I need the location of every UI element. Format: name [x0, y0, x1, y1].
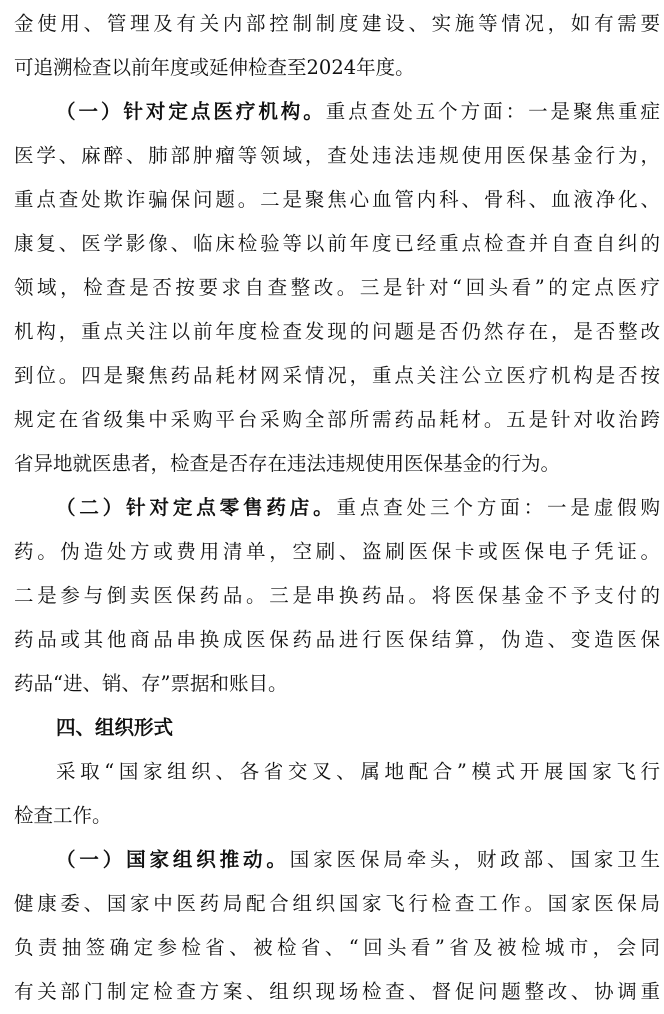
paragraph-line: 重点查处欺诈骗保问题。二是聚焦心血管内科、骨科、血液净化、 [14, 188, 660, 211]
paragraph-line: 可追溯检查以前年度或延伸检查至2024年度。 [14, 56, 415, 79]
section-lead-medical-institutions: （一）针对定点医疗机构。 [56, 100, 326, 123]
paragraph-line: 康复、医学影像、临床检验等以前年度已经重点检查并自查自纠的 [14, 232, 660, 255]
paragraph-line: 规定在省级集中采购平台采购全部所需药品耗材。五是针对收治跨 [14, 408, 660, 431]
section-lead-retail-pharmacies: （二）针对定点零售药店。 [56, 496, 337, 519]
paragraph-line [56, 90, 660, 134]
paragraph-line: 省异地就医患者，检查是否存在违法违规使用医保基金的行为。 [14, 452, 561, 475]
paragraph-line: 药。伪造处方或费用清单，空刷、盗刷医保卡或医保电子凭证。 [14, 540, 660, 563]
paragraph-line: 金使用、管理及有关内部控制制度建设、实施等情况，如有需要 [14, 12, 660, 35]
paragraph-line: 领域，检查是否按要求自查整改。三是针对“回头看”的定点医疗 [14, 276, 660, 299]
paragraph-line: 药品或其他商品串换成医保药品进行医保结算，伪造、变造医保 [14, 628, 660, 651]
paragraph-text: 重点查处五个方面：一是聚焦重症 [325, 100, 660, 123]
paragraph-line: 医学、麻醉、肺部肿瘤等领域，查处违法违规使用医保基金行为， [14, 144, 660, 167]
paragraph-line: 药品“进、销、存”票据和账目。 [14, 672, 288, 695]
paragraph-line: 机构，重点关注以前年度检查发现的问题是否仍然存在，是否整改 [14, 320, 660, 343]
paragraph-line: 负责抽签确定参检省、被检省、“回头看”省及被检城市，会同 [14, 936, 660, 959]
paragraph-line [56, 486, 660, 530]
paragraph-line: 采取“国家组织、各省交叉、属地配合”模式开展国家飞行 [56, 760, 660, 783]
section-lead-national-organization: （一）国家组织推动。 [56, 848, 290, 871]
section-heading: 四、组织形式 [56, 716, 174, 739]
paragraph-line [56, 838, 660, 882]
paragraph-line: 检查工作。 [14, 804, 112, 827]
paragraph-line: 二是参与倒卖医保药品。三是串换药品。将医保基金不予支付的 [14, 584, 660, 607]
paragraph-line: 到位。四是聚焦药品耗材网采情况，重点关注公立医疗机构是否按 [14, 364, 660, 387]
paragraph-text: 国家医保局牵头，财政部、国家卫生 [289, 848, 660, 871]
paragraph-line: 健康委、国家中医药局配合组织国家飞行检查工作。国家医保局 [14, 892, 660, 915]
paragraph-text: 重点查处三个方面：一是虚假购 [336, 496, 660, 519]
paragraph-line: 有关部门制定检查方案、组织现场检查、督促问题整改、协调重 [14, 980, 660, 1003]
